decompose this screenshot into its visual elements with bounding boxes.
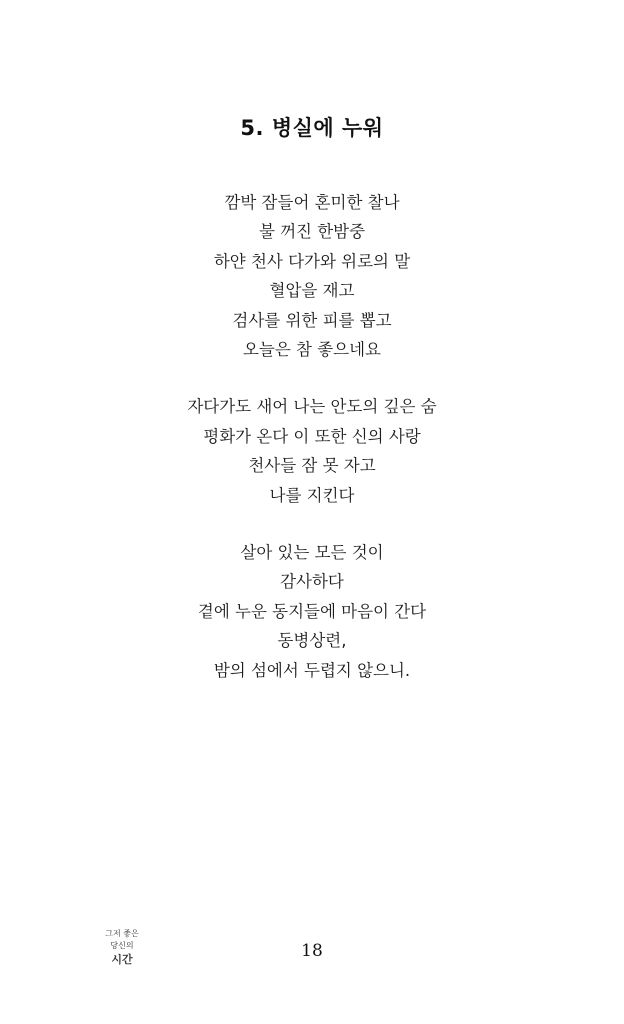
poem-line: 감사하다: [280, 572, 344, 592]
poem-line: 자다가도 새어 나는 안도의 깊은 숨: [187, 397, 437, 417]
book-title-line: 시간: [111, 953, 133, 966]
poem-line: 불 꺼진 한밤중: [258, 222, 366, 242]
poem-line: 살아 있는 모든 것이: [240, 543, 384, 563]
stanza-2: [0, 392, 624, 510]
poem-line: 검사를 위한 피를 뽑고: [232, 310, 392, 330]
poem-line: 혈압을 재고: [269, 281, 355, 301]
poem-line: 곁에 누운 동지들에 마음이 간다: [197, 601, 427, 621]
poem-line: 오늘은 참 좋으네요: [242, 340, 381, 360]
poem-title: 5. 병실에 누워: [240, 116, 384, 140]
book-title-line: 당신의: [110, 941, 134, 950]
poem-line: 평화가 온다 이 또한 신의 사랑: [203, 426, 421, 446]
poem-line: 깜박 잠들어 혼미한 찰나: [224, 193, 400, 212]
poem-line: 밤의 섬에서 두렵지 않으니.: [213, 660, 411, 680]
poem-body: [0, 188, 624, 713]
stanza-1: [0, 188, 624, 364]
poem-line: 나를 지킨다: [269, 485, 355, 505]
page-number: 18: [301, 941, 323, 961]
poem-line: 천사들 잠 못 자고: [248, 456, 376, 476]
stanza-3: [0, 538, 624, 685]
book-title-line: 그저 좋은: [105, 929, 139, 938]
poem-line: 하얀 천사 다가와 위로의 말: [213, 251, 411, 271]
poem-line: 동병상련,: [277, 631, 347, 651]
